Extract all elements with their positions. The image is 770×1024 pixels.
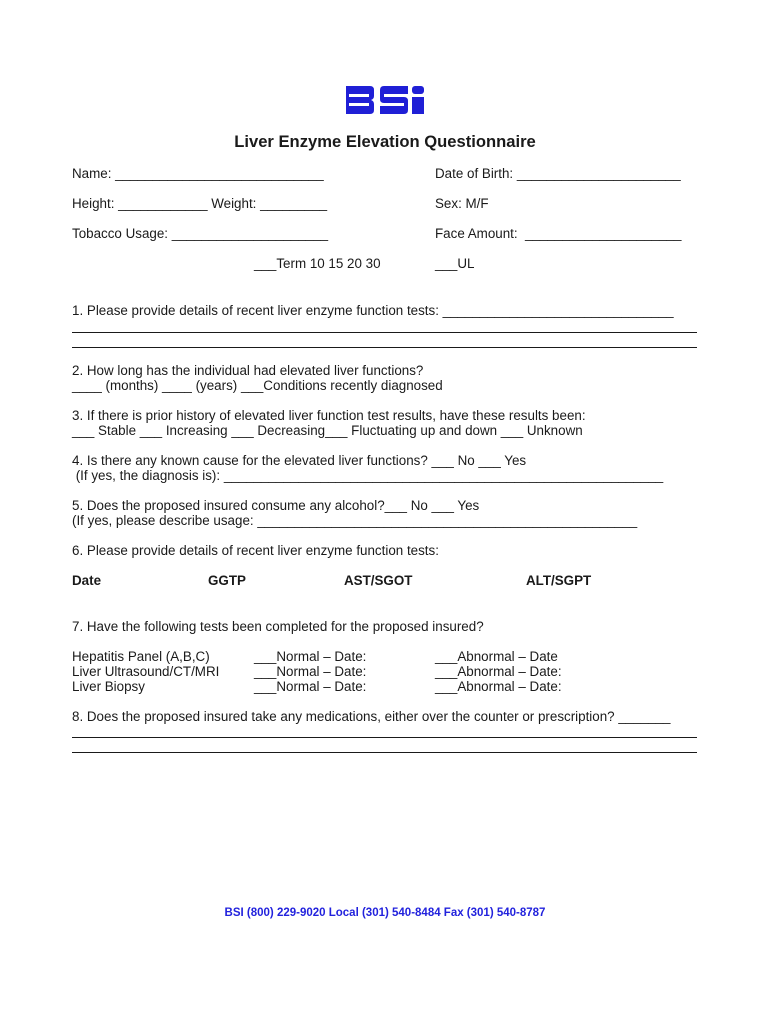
question-7: 7. Have the following tests been completed for the proposed insured?: [72, 619, 484, 634]
column-ast-sgot: AST/SGOT: [344, 573, 413, 588]
question-3-options[interactable]: ___ Stable ___ Increasing ___ Decreasing___ Fluctuating up and down ___ Unknown: [72, 423, 583, 438]
bsi-logo: [346, 86, 424, 114]
tobacco-field[interactable]: Tobacco Usage: _____________________: [72, 226, 329, 241]
test-normal-option[interactable]: ___Normal – Date:: [254, 679, 367, 694]
face-amount-field[interactable]: Face Amount: _____________________: [435, 226, 682, 241]
test-name: Liver Ultrasound/CT/MRI: [72, 664, 220, 679]
form-title: Liver Enzyme Elevation Questionnaire: [234, 132, 536, 151]
answer-line[interactable]: [72, 752, 697, 753]
name-field[interactable]: Name: ____________________________: [72, 166, 324, 181]
term-option[interactable]: ___Term 10 15 20 30: [254, 256, 381, 271]
question-1[interactable]: 1. Please provide details of recent liver enzyme function tests: _______________________________: [72, 303, 674, 318]
question-8[interactable]: 8. Does the proposed insured take any medications, either over the counter or prescription? _______: [72, 709, 671, 724]
question-2-options[interactable]: ____ (months) ____ (years) ___Conditions recently diagnosed: [72, 378, 443, 393]
question-4-diagnosis[interactable]: (If yes, the diagnosis is): ___________________________________________________________: [72, 468, 664, 483]
question-4[interactable]: 4. Is there any known cause for the elevated liver functions? ___ No ___ Yes: [72, 453, 527, 468]
test-name: Hepatitis Panel (A,B,C): [72, 649, 210, 664]
contact-footer: BSI (800) 229-9020 Local (301) 540-8484 Fax (301) 540-8787: [224, 907, 546, 919]
question-3: 3. If there is prior history of elevated liver function test results, have these results been:: [72, 408, 586, 423]
test-abnormal-option[interactable]: ___Abnormal – Date:: [435, 679, 562, 694]
dob-field[interactable]: Date of Birth: ______________________: [435, 166, 681, 181]
question-5[interactable]: 5. Does the proposed insured consume any alcohol?___ No ___ Yes: [72, 498, 480, 513]
test-normal-option[interactable]: ___Normal – Date:: [254, 664, 367, 679]
test-abnormal-option[interactable]: ___Abnormal – Date: [435, 649, 558, 664]
test-normal-option[interactable]: ___Normal – Date:: [254, 649, 367, 664]
test-abnormal-option[interactable]: ___Abnormal – Date:: [435, 664, 562, 679]
sex-field[interactable]: Sex: M/F: [435, 196, 489, 211]
answer-line[interactable]: [72, 347, 697, 348]
answer-line[interactable]: [72, 332, 697, 333]
question-5-usage[interactable]: (If yes, please describe usage: ___________________________________________________: [72, 513, 638, 528]
ul-option[interactable]: ___UL: [435, 256, 475, 271]
question-2: 2. How long has the individual had elevated liver functions?: [72, 363, 424, 378]
column-ggtp: GGTP: [208, 573, 246, 588]
column-date: Date: [72, 573, 102, 588]
question-6: 6. Please provide details of recent liver enzyme function tests:: [72, 543, 439, 558]
column-alt-sgpt: ALT/SGPT: [526, 573, 592, 588]
height-weight-field[interactable]: Height: ____________ Weight: _________: [72, 196, 328, 211]
test-name: Liver Biopsy: [72, 679, 145, 694]
answer-line[interactable]: [72, 737, 697, 738]
